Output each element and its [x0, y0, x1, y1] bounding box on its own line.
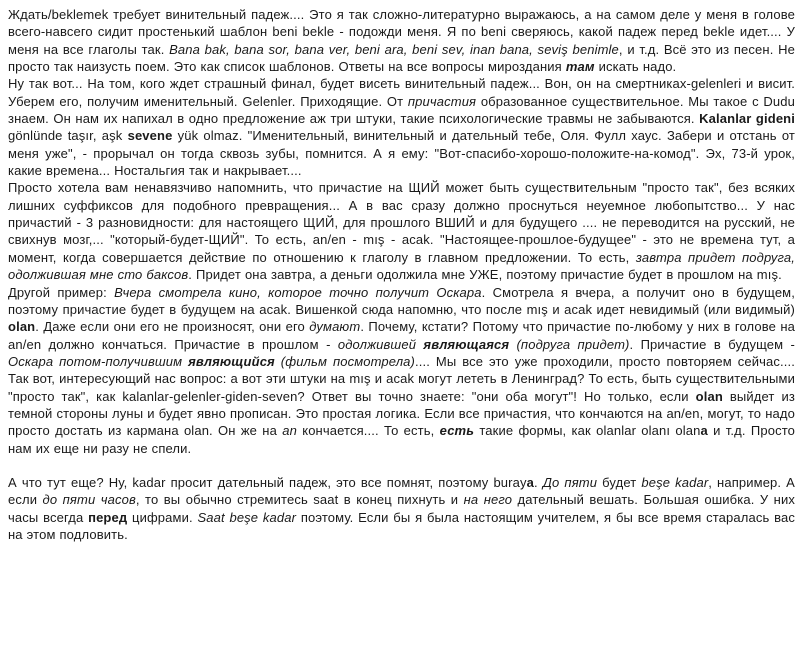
text-run: . Почему, кстати? Потому что причастие по-любому у них в голове на an/en должно кончаться. Причастие в прошлом -: [8, 319, 795, 352]
text-run: образованное существительное. Мы такое с Dudu знаем. Он нам их напихал в одно предложение аж три штуки, такие психологические травмы не забываются.: [8, 93, 795, 127]
italic-text-run: Оскара потом-получившим: [8, 353, 189, 369]
text-run: , например. А если: [8, 474, 795, 508]
text-run: yük olmaz. "Именительный, винительный и дательный тебе, Оля. Фулл хаус. Забери и отстань от меня уже", - прорычал он тогда сквозь зубы, помнится. А я ему: "Вот-спасибо-хорошо-положите-на-комод". Эх, 73-й урок, какие времена... Ностальгия так и накрывает....: [8, 128, 795, 179]
bold-text-run: перед: [88, 509, 128, 525]
text-run: кончается.... То есть,: [296, 423, 440, 439]
text-run: такие формы, как olanlar olanı olan: [474, 423, 701, 439]
italic-text-run: Saat beşe kadar: [197, 509, 297, 525]
text-run: поэтому. Если бы я была настоящим учителем, я бы все время старалась вас на этом подловить.: [8, 509, 795, 542]
text-run: , то вы обычно стремитесь saat в конец пихнуть и: [135, 492, 464, 508]
text-run: . Придет она завтра, а деньги одолжила мне УЖЕ, поэтому причастие будет в прошлом на mış.: [188, 267, 782, 283]
italic-text-run: Bana bak, bana sor, bana ver, beni ara, beni sev, inan bana, seviş benimle: [169, 41, 619, 57]
paragraph: [8, 284, 795, 457]
text-run: Просто хотела вам ненавязчиво напомнить, что причастие на ЩИЙ может быть существительным "просто так", без всяких лишних суффиксов для подобного превращения... А в вас сразу должно проснуться неуемное любопытство... У нас причастий - 3 разновидности: для настоящего ЩИЙ, для прошлого ВШИЙ и для будущего .... не переводится на русский, не свихнув мозг,... "который-будет-ЩИЙ". То есть, an/en - mış - acak. "Настоящее-прошлое-будущее" - это не времена тут, а момент, когда совершается действие по отношению к глаголу в главном предложении. То есть,: [8, 180, 795, 265]
italic-text-run: до пяти часов: [42, 492, 136, 508]
italic-text-run: на него: [463, 492, 513, 508]
text-run: . Даже если они его не произносят, они его: [35, 319, 310, 335]
text-run: .... Мы все это уже проходили, просто повторяем сейчас.... Так вот, интересующий нас вопрос: а вот эти штуки на mış и acak могут лететь в Ленинград? То есть, быть существительными "просто так", как kalanlar-gelenler-giden-seven? Ответ вы точно знаете: "они оба могут"! Но только, если: [8, 353, 795, 404]
italic-text-run: думают: [309, 319, 361, 335]
paragraph: [8, 6, 795, 75]
italic-text-run: beşe kadar: [641, 474, 709, 490]
text-run: , и т.д. Всё это из песен. Не просто так наизусть поем. Это как список шаблонов. Ответы на все вопросы мироздания: [8, 41, 795, 75]
text-run: будет: [597, 474, 642, 490]
bold-text-run: a: [526, 474, 534, 490]
italic-text-run: одолжившей: [337, 336, 424, 352]
bold-italic-text-run: являющийся: [188, 353, 275, 369]
bold-text-run: olan: [695, 388, 723, 404]
text-run: и т.д. Просто нам их еще ни разу не спели.: [8, 423, 796, 456]
bold-text-run: a: [700, 423, 708, 439]
bold-text-run: olan: [8, 319, 36, 335]
italic-text-run: an: [282, 423, 297, 439]
text-run: Другой пример:: [8, 284, 115, 300]
text-run: дательный вешать. Большая ошибка. У них часы всегда: [8, 492, 796, 525]
italic-text-run: (фильм посмотрела): [274, 353, 415, 369]
italic-text-run: До пяти: [542, 474, 598, 490]
bold-italic-text-run: есть: [439, 423, 475, 439]
bold-text-run: Kalanlar gideni: [699, 111, 795, 127]
document-body: [8, 6, 795, 543]
italic-text-run: (подруга придет): [509, 336, 630, 352]
paragraph: [8, 474, 795, 543]
paragraph-spacer: [8, 457, 795, 474]
bold-italic-text-run: являющаяся: [423, 336, 510, 352]
paragraph: [8, 75, 795, 179]
text-run: А что тут еще? Ну, kadar просит дательный падеж, это все помнят, поэтому buray: [8, 474, 527, 490]
text-run: Ждать/beklemek требует винительный падеж.... Это я так сложно-литературно выражаюсь, а на самом деле у меня в голове всего-навсего сидит простенький шаблон beni bekle - подожди меня. Я по beni сверяюсь, какой падеж перед bekle идет.... У меня на все глаголы так.: [8, 7, 795, 57]
italic-text-run: Вчера смотрела кино, которое точно получит Оскара: [114, 284, 482, 300]
italic-text-run: завтра придет подруга, одолжившая мне сто баксов: [8, 249, 796, 283]
text-run: искать надо.: [594, 59, 677, 75]
paragraph: [8, 179, 795, 283]
bold-text-run: sevene: [127, 128, 173, 144]
text-run: .: [534, 474, 543, 490]
italic-text-run: причастия: [407, 93, 477, 109]
text-run: Ну так вот... На том, кого ждет страшный финал, будет висеть винительный падеж... Вон, он на смертниках-gelenleri и висит. Уберем его, получим именительный. Gelenler. Приходящие. От: [8, 76, 795, 109]
bold-italic-text-run: там: [565, 59, 595, 75]
text-run: gönlünde taşır, aşk: [8, 128, 128, 144]
text-run: цифрами.: [127, 509, 198, 525]
text-run: выйдет из темной стороны луны и будет явно прописан. Это простая логика. Если все причастия, что кончаются на an/en, могут, то надо просто достать из кармана olan. Он же на: [8, 388, 795, 439]
text-run: . Смотрела я вчера, а получит оно в будущем, поэтому причастие будет в будущем на acak. Вишенкой сюда напомню, что после mış и acak идет невидимый (или видимый): [8, 284, 795, 317]
text-run: . Причастие в будущем -: [629, 336, 795, 352]
